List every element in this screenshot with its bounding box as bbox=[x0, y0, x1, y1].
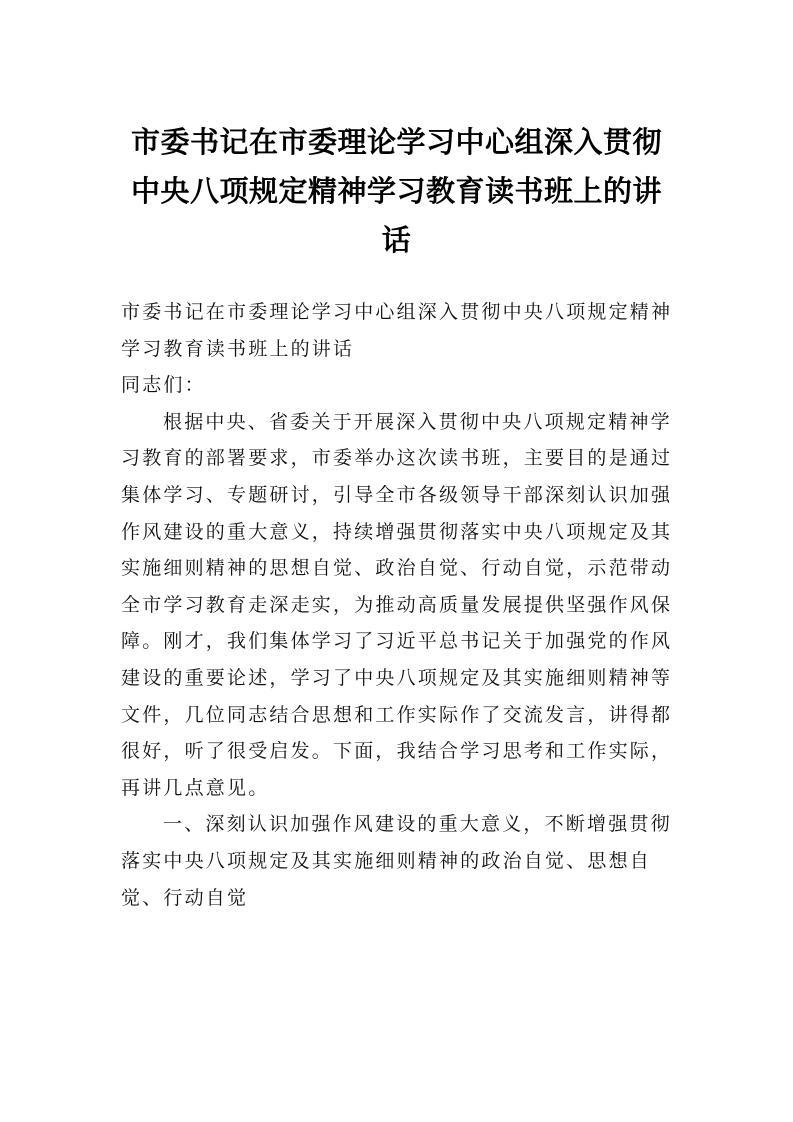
title-line-2: 中央八项规定精神学习教育读书班上的讲 bbox=[130, 174, 662, 208]
salutation: 同志们： bbox=[121, 374, 206, 397]
title-line-3: 话 bbox=[381, 223, 412, 257]
section-heading-1: 一、深刻认识加强作风建设的重大意义，不断增强贯彻落实中央八项规定及其实施细则精神的政治自觉、思想自觉、行动自觉 bbox=[121, 813, 672, 909]
document-title bbox=[110, 118, 683, 265]
paragraph-intro: 根据中央、省委关于开展深入贯彻中央八项规定精神学习教育的部署要求，市委举办这次读书班，主要目的是通过集体学习、专题研讨，引导全市各级领导干部深刻认识加强作风建设的重大意义，持续增强贯彻落实中央八项规定及其实施细则精神的思想自觉、政治自觉、行动自觉，示范带动全市学习教育走深走实，为推动高质量发展提供坚强作风保障。刚才，我们集体学习了习近平总书记关于加强党的作风建设的重要论述，学习了中央八项规定及其实施细则精神等文件，几位同志结合思想和工作实际作了交流发言，讲得都很好，听了很受启发。下面，我结合学习思考和工作实际，再讲几点意见。 bbox=[121, 410, 673, 799]
document-subtitle: 市委书记在市委理论学习中心组深入贯彻中央八项规定精神学习教育读书班上的讲话 bbox=[121, 301, 673, 360]
title-line-1: 市委书记在市委理论学习中心组深入贯彻 bbox=[130, 125, 662, 159]
document-body bbox=[121, 294, 681, 916]
